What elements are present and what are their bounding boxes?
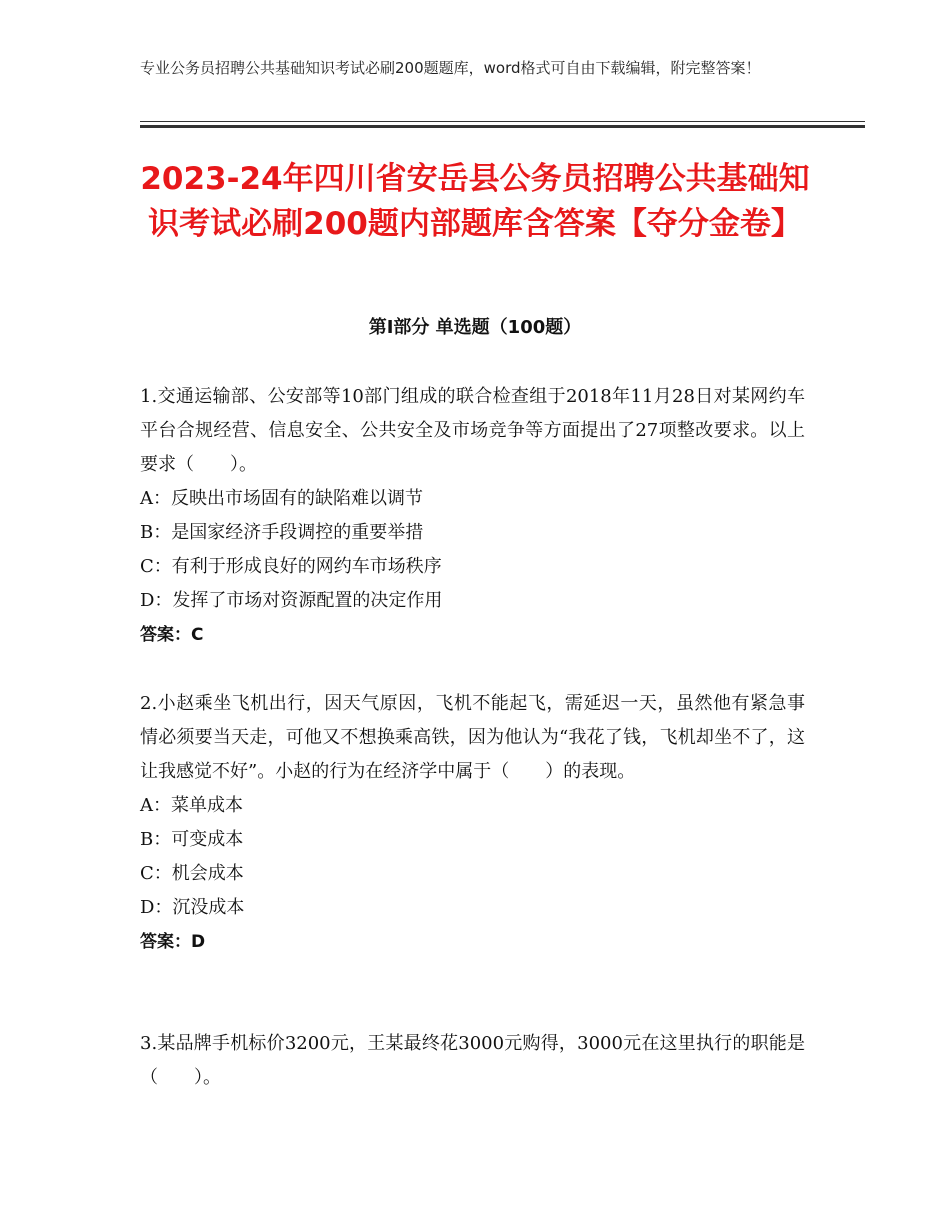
answer: 答案：D	[140, 932, 206, 952]
option-b: B：是国家经济手段调控的重要举措	[140, 522, 424, 543]
question-stem: 1.交通运输部、公安部等10部门组成的联合检查组于2018年11月28日对某网约车平台合规经营、信息安全、公共安全及市场竞争等方面提出了27项整改要求。以上要求（ ）。	[140, 386, 805, 475]
option-c: C：机会成本	[140, 863, 244, 884]
option-d: D：发挥了市场对资源配置的决定作用	[140, 590, 443, 611]
answer: 答案：C	[140, 625, 204, 645]
option-c: C：有利于形成良好的网约车市场秩序	[140, 556, 442, 577]
question-stem: 3.某品牌手机标价3200元，王某最终花3000元购得，3000元在这里执行的职能是（ ）。	[140, 1033, 805, 1088]
header-divider-thin	[140, 121, 865, 122]
option-a: A：菜单成本	[140, 795, 243, 816]
option-a: A：反映出市场固有的缺陷难以调节	[140, 488, 423, 509]
option-b: B：可变成本	[140, 829, 244, 850]
question-1	[140, 380, 805, 652]
document-title: 2023-24年四川省安岳县公务员招聘公共基础知识考试必刷200题内部题库含答案【夺分金卷】	[140, 161, 810, 242]
header-divider-thick	[140, 125, 865, 128]
header-note: 专业公务员招聘公共基础知识考试必刷200题题库，word格式可自由下载编辑，附完整答案！	[140, 59, 761, 77]
question-stem: 2.小赵乘坐飞机出行，因天气原因，飞机不能起飞，需延迟一天，虽然他有紧急事情必须要当天走，可他又不想换乘高铁，因为他认为“我花了钱，飞机却坐不了，这让我感觉不好”。小赵的行为在经济学中属于（ ）的表现。	[140, 693, 805, 782]
section-heading: 第Ⅰ部分 单选题（100题）	[368, 317, 582, 338]
question-3	[140, 1027, 805, 1095]
question-2	[140, 687, 805, 959]
option-d: D：沉没成本	[140, 897, 245, 918]
